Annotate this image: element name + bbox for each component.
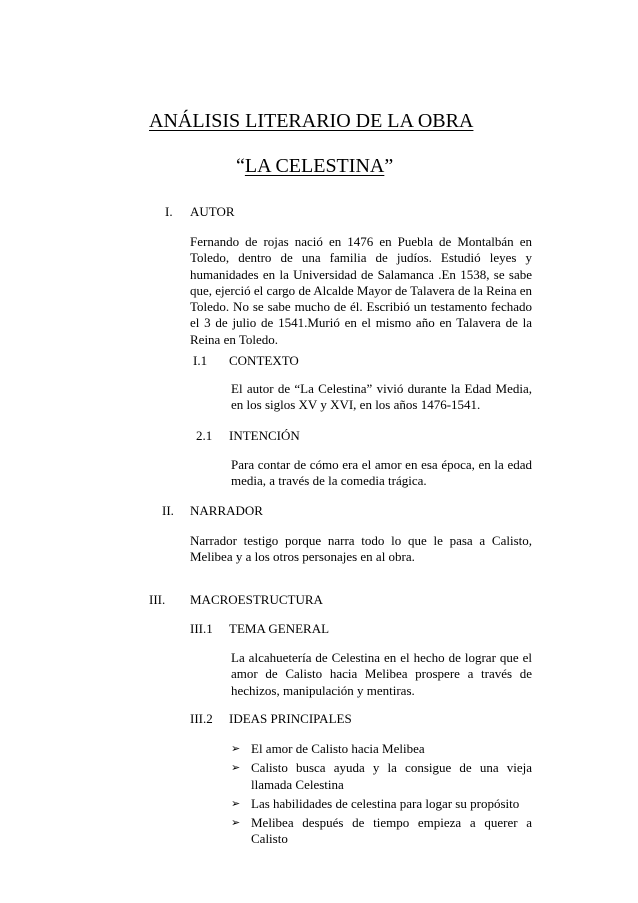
section-heading-intencion: INTENCIÓN <box>229 428 300 443</box>
section-heading-autor: AUTOR <box>190 204 235 219</box>
subtitle-open-quote: “ <box>236 155 245 177</box>
list-item <box>231 815 532 848</box>
list-item <box>231 760 532 793</box>
section-heading-macroestructura: MACROESTRUCTURA <box>190 592 323 607</box>
section-body-autor: Fernando de rojas nació en 1476 en Puebla de Montalbán en Toledo, dentro de una familia de judíos. Estudió leyes y humanidades en la Universidad de Salamanca .En 1538, se sabe que, ejerció el cargo de Alcalde Mayor de Talavera de la Reina en Toledo. No se sabe mucho de él. Escribió un testamento fechado el 3 de julio de 1541.Murió en el mismo año en Talavera de la Reina en Toledo. <box>190 234 532 347</box>
subtitle-close-quote: ” <box>384 155 394 177</box>
section-number-ideas-principales: III.2 <box>190 711 213 726</box>
arrow-bullet-icon: ➢ <box>231 761 241 775</box>
ideas-principales-list <box>231 741 532 851</box>
section-number-narrador: II. <box>162 503 174 518</box>
section-number-intencion: 2.1 <box>196 428 213 443</box>
section-number-contexto: I.1 <box>193 353 208 368</box>
section-heading-contexto: CONTEXTO <box>229 353 299 368</box>
section-heading-narrador: NARRADOR <box>190 503 263 518</box>
section-heading-ideas-principales: IDEAS PRINCIPALES <box>229 711 352 726</box>
list-item-text: Calisto busca ayuda y la consigue de una vieja llamada Celestina <box>251 760 532 792</box>
arrow-bullet-icon: ➢ <box>231 816 241 830</box>
document-title: ANÁLISIS LITERARIO DE LA OBRA <box>149 110 474 132</box>
document-subtitle <box>236 155 393 178</box>
list-item <box>231 741 532 757</box>
section-body-contexto: El autor de “La Celestina” vivió durante la Edad Media, en los siglos XV y XVI, en los años 1476-1541. <box>231 381 532 413</box>
list-item-text: Las habilidades de celestina para logar su propósito <box>251 795 520 811</box>
section-heading-tema-general: TEMA GENERAL <box>229 621 330 636</box>
subtitle-text: LA CELESTINA <box>244 155 385 177</box>
arrow-bullet-icon: ➢ <box>231 742 241 755</box>
section-number-tema-general: III.1 <box>190 621 213 636</box>
list-item-text: El amor de Calisto hacia Melibea <box>251 741 425 756</box>
section-body-narrador: Narrador testigo porque narra todo lo que le pasa a Calisto, Melibea y a los otros personajes en al obra. <box>190 533 532 565</box>
list-item <box>231 796 532 812</box>
section-body-tema-general: La alcahuetería de Celestina en el hecho de lograr que el amor de Calisto hacia Melibea prospere a través de hechizos, manipulación y mentiras. <box>231 650 532 698</box>
section-body-intencion: Para contar de cómo era el amor en esa época, en la edad media, a través de la comedia trágica. <box>231 457 532 489</box>
section-number-macroestructura: III. <box>149 592 166 607</box>
arrow-bullet-icon: ➢ <box>231 796 241 810</box>
section-number-autor: I. <box>165 204 173 219</box>
list-item-text: Melibea después de tiempo empieza a querer a Calisto <box>251 815 532 847</box>
